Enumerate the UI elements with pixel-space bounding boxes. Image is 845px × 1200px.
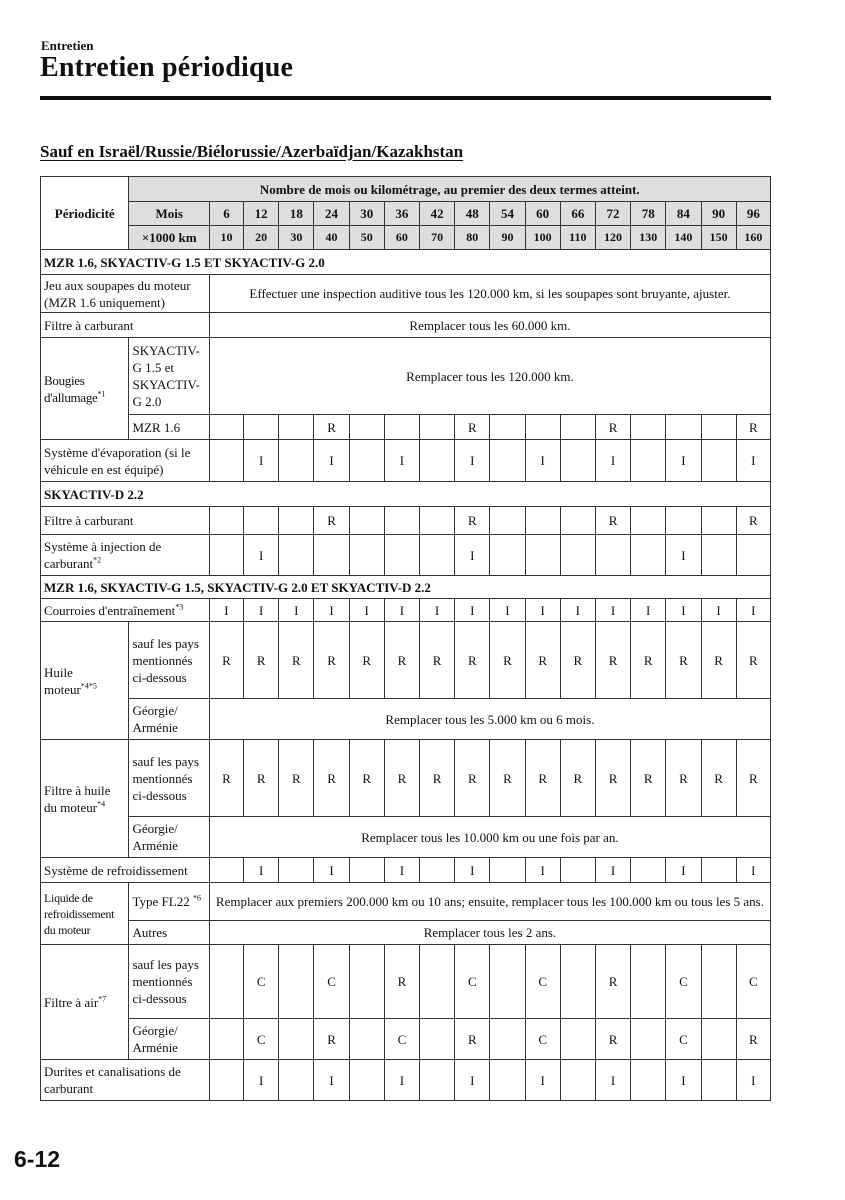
schedule-mark-cell (666, 507, 701, 535)
schedule-mark-cell (631, 535, 666, 576)
schedule-mark-cell (314, 535, 349, 576)
schedule-mark-cell (490, 415, 525, 440)
coolant-fl22-label: Type FL22 $^{*6}$ (129, 883, 209, 921)
schedule-mark-cell: I (455, 440, 490, 482)
schedule-mark-cell: I (595, 599, 630, 622)
schedule-mark-cell: I (525, 440, 560, 482)
schedule-mark-cell (279, 1060, 314, 1101)
schedule-mark-cell (349, 507, 384, 535)
schedule-mark-cell: R (314, 507, 349, 535)
schedule-mark-cell (384, 415, 419, 440)
schedule-mark-cell: I (244, 1060, 279, 1101)
km-header-cell: 110 (560, 226, 595, 250)
schedule-mark-cell (560, 858, 595, 883)
schedule-mark-cell (209, 535, 243, 576)
schedule-mark-cell (736, 535, 770, 576)
schedule-mark-cell: R (455, 415, 490, 440)
schedule-mark-cell (490, 858, 525, 883)
km-header-cell: 20 (244, 226, 279, 250)
schedule-mark-cell: R (455, 507, 490, 535)
schedule-mark-cell (279, 440, 314, 482)
schedule-mark-cell: R (420, 740, 455, 817)
schedule-mark-cell: I (560, 599, 595, 622)
schedule-mark-cell: I (244, 599, 279, 622)
schedule-mark-cell: C (384, 1019, 419, 1060)
schedule-mark-cell: C (525, 1019, 560, 1060)
schedule-mark-cell: R (736, 622, 770, 699)
month-header-cell: 78 (631, 202, 666, 226)
fuel-hoses-label: Durites et canalisations de carburant (41, 1060, 210, 1101)
schedule-mark-cell (384, 535, 419, 576)
month-header-cell: 42 (420, 202, 455, 226)
schedule-mark-cell: R (595, 622, 630, 699)
schedule-mark-cell (420, 535, 455, 576)
engine-oil-main-label: sauf les pays mentionnés ci-dessous (129, 622, 209, 699)
schedule-mark-cell: R (209, 622, 243, 699)
km-header-cell: 30 (279, 226, 314, 250)
title-rule (40, 96, 771, 100)
km-header-cell: 90 (490, 226, 525, 250)
schedule-mark-cell (560, 440, 595, 482)
schedule-mark-cell (701, 858, 736, 883)
km-header-cell: 140 (666, 226, 701, 250)
engine-oil-label: Huile moteur$^{*4*5}$ (41, 622, 129, 740)
schedule-mark-cell (349, 945, 384, 1019)
schedule-mark-cell: R (631, 622, 666, 699)
km-header-cell: 160 (736, 226, 770, 250)
spark-plugs-mzr-label: MZR 1.6 (129, 415, 209, 440)
schedule-mark-cell: C (244, 945, 279, 1019)
schedule-mark-cell (420, 945, 455, 1019)
schedule-mark-cell: R (244, 740, 279, 817)
km-header-cell: 150 (701, 226, 736, 250)
schedule-mark-cell: R (349, 740, 384, 817)
schedule-mark-cell (631, 945, 666, 1019)
schedule-mark-cell (701, 1060, 736, 1101)
maintenance-schedule-table (40, 176, 771, 1101)
page-number: 6-12 (14, 1146, 61, 1172)
schedule-mark-cell: R (666, 740, 701, 817)
schedule-mark-cell: I (244, 440, 279, 482)
schedule-mark-cell: C (736, 945, 770, 1019)
schedule-mark-cell (244, 415, 279, 440)
schedule-mark-cell: I (384, 1060, 419, 1101)
schedule-mark-cell: R (525, 622, 560, 699)
schedule-mark-cell (560, 507, 595, 535)
schedule-mark-cell: R (455, 622, 490, 699)
schedule-mark-cell: I (701, 599, 736, 622)
schedule-mark-cell: I (314, 1060, 349, 1101)
km-header-cell: 40 (314, 226, 349, 250)
schedule-mark-cell: I (314, 440, 349, 482)
schedule-mark-cell: I (666, 535, 701, 576)
coolant-fl22-text: Remplacer aux premiers 200.000 km ou 10 ans; ensuite, remplacer tous les 100.000 km ou tous les 5 ans. (209, 883, 770, 921)
schedule-mark-cell (631, 415, 666, 440)
schedule-mark-cell (631, 1019, 666, 1060)
schedule-mark-cell: I (525, 858, 560, 883)
schedule-mark-cell (701, 945, 736, 1019)
schedule-mark-cell: C (666, 1019, 701, 1060)
diesel-fuel-filter-label: Filtre à carburant (41, 507, 210, 535)
schedule-mark-cell (209, 1060, 243, 1101)
group-title-petrol: MZR 1.6, SKYACTIV-G 1.5 ET SKYACTIV-G 2.0 (41, 250, 771, 275)
schedule-mark-cell (631, 440, 666, 482)
month-header-cell: 72 (595, 202, 630, 226)
schedule-mark-cell (349, 535, 384, 576)
schedule-mark-cell: I (314, 858, 349, 883)
schedule-mark-cell (631, 1060, 666, 1101)
schedule-mark-cell (701, 507, 736, 535)
schedule-mark-cell: R (701, 622, 736, 699)
coolant-label: Liquide de refroidissement du moteur (41, 883, 129, 945)
schedule-mark-cell (420, 415, 455, 440)
schedule-mark-cell: I (209, 599, 243, 622)
schedule-mark-cell (666, 415, 701, 440)
fuel-filter-label: Filtre à carburant (41, 313, 210, 338)
oil-filter-main-label: sauf les pays mentionnés ci-dessous (129, 740, 209, 817)
schedule-mark-cell: R (384, 622, 419, 699)
schedule-mark-cell: I (455, 858, 490, 883)
schedule-mark-cell: R (420, 622, 455, 699)
oil-filter-ga-text: Remplacer tous les 10.000 km ou une fois par an. (209, 817, 770, 858)
schedule-mark-cell (525, 415, 560, 440)
schedule-mark-cell: I (595, 858, 630, 883)
schedule-mark-cell (349, 1060, 384, 1101)
valve-clearance-text: Effectuer une inspection auditive tous les 120.000 km, si les soupapes sont bruyante, ajuster. (209, 275, 770, 313)
schedule-mark-cell: I (420, 599, 455, 622)
schedule-mark-cell (349, 858, 384, 883)
schedule-mark-cell: R (525, 740, 560, 817)
km-label: ×1000 km (129, 226, 209, 250)
schedule-mark-cell: I (314, 599, 349, 622)
month-header-cell: 90 (701, 202, 736, 226)
schedule-mark-cell (349, 1019, 384, 1060)
schedule-mark-cell: I (666, 1060, 701, 1101)
schedule-mark-cell (490, 507, 525, 535)
km-header-cell: 100 (525, 226, 560, 250)
schedule-mark-cell: I (455, 1060, 490, 1101)
schedule-mark-cell: I (525, 599, 560, 622)
schedule-mark-cell (525, 535, 560, 576)
schedule-mark-cell (349, 415, 384, 440)
schedule-mark-cell: R (736, 415, 770, 440)
schedule-mark-cell: R (736, 1019, 770, 1060)
schedule-mark-cell: I (384, 599, 419, 622)
schedule-mark-cell: R (314, 1019, 349, 1060)
schedule-mark-cell: R (314, 622, 349, 699)
km-header-cell: 120 (595, 226, 630, 250)
schedule-mark-cell: I (384, 858, 419, 883)
schedule-mark-cell (490, 1019, 525, 1060)
group-title-all: MZR 1.6, SKYACTIV-G 1.5, SKYACTIV-G 2.0 ET SKYACTIV-D 2.2 (41, 576, 771, 599)
schedule-mark-cell: R (595, 740, 630, 817)
schedule-mark-cell: R (244, 622, 279, 699)
schedule-mark-cell: I (666, 599, 701, 622)
month-header-cell: 36 (384, 202, 419, 226)
schedule-mark-cell: R (279, 622, 314, 699)
schedule-mark-cell (560, 945, 595, 1019)
schedule-mark-cell: R (314, 740, 349, 817)
schedule-mark-cell (490, 440, 525, 482)
schedule-mark-cell: I (595, 1060, 630, 1101)
schedule-mark-cell: C (666, 945, 701, 1019)
schedule-mark-cell (490, 535, 525, 576)
air-filter-main-label: sauf les pays mentionnés ci-dessous (129, 945, 209, 1019)
schedule-mark-cell: R (455, 1019, 490, 1060)
spark-plugs-label: Bougies d'allumage$^{*1}$ (41, 338, 129, 440)
months-label: Mois (129, 202, 209, 226)
page-title: Entretien périodique (40, 52, 294, 83)
schedule-mark-cell (279, 1019, 314, 1060)
section-tag: Entretien (41, 38, 94, 53)
schedule-mark-cell: I (666, 858, 701, 883)
schedule-mark-cell (701, 1019, 736, 1060)
schedule-mark-cell: I (525, 1060, 560, 1101)
month-header-cell: 66 (560, 202, 595, 226)
schedule-mark-cell: I (736, 858, 770, 883)
schedule-mark-cell (560, 1019, 595, 1060)
engine-oil-ga-label: Géorgie/ Arménie (129, 699, 209, 740)
schedule-mark-cell (279, 507, 314, 535)
km-header-cell: 70 (420, 226, 455, 250)
schedule-mark-cell: R (490, 622, 525, 699)
schedule-mark-cell: I (631, 599, 666, 622)
schedule-mark-cell: R (279, 740, 314, 817)
schedule-mark-cell (209, 440, 243, 482)
schedule-mark-cell: R (384, 945, 419, 1019)
schedule-mark-cell (631, 507, 666, 535)
fuel-filter-text: Remplacer tous les 60.000 km. (209, 313, 770, 338)
km-header-cell: 80 (455, 226, 490, 250)
schedule-mark-cell (560, 535, 595, 576)
schedule-mark-cell (420, 1019, 455, 1060)
month-header-cell: 54 (490, 202, 525, 226)
oil-filter-ga-label: Géorgie/ Arménie (129, 817, 209, 858)
schedule-mark-cell: I (490, 599, 525, 622)
schedule-mark-cell (420, 858, 455, 883)
interval-note-header: Nombre de mois ou kilométrage, au premier des deux termes atteint. (129, 177, 771, 202)
schedule-mark-cell (420, 507, 455, 535)
schedule-mark-cell (349, 440, 384, 482)
schedule-mark-cell (420, 440, 455, 482)
coolant-other-text: Remplacer tous les 2 ans. (209, 921, 770, 945)
schedule-mark-cell: R (701, 740, 736, 817)
schedule-mark-cell (384, 507, 419, 535)
drive-belts-label: Courroies d'entraînement$^{*3}$ (41, 599, 210, 622)
schedule-mark-cell: C (314, 945, 349, 1019)
schedule-mark-cell: I (279, 599, 314, 622)
schedule-mark-cell (631, 858, 666, 883)
schedule-mark-cell: R (736, 507, 770, 535)
schedule-mark-cell (420, 1060, 455, 1101)
schedule-mark-cell: R (631, 740, 666, 817)
section-subtitle: Sauf en Israël/Russie/Biélorussie/Azerbaïdjan/Kazakhstan (40, 142, 464, 161)
schedule-mark-cell: R (349, 622, 384, 699)
schedule-mark-cell (244, 507, 279, 535)
schedule-mark-cell: R (595, 1019, 630, 1060)
schedule-mark-cell (279, 415, 314, 440)
schedule-mark-cell: R (384, 740, 419, 817)
air-filter-ga-label: Géorgie/ Arménie (129, 1019, 209, 1060)
group-title-diesel: SKYACTIV-D 2.2 (41, 482, 771, 507)
schedule-mark-cell (595, 535, 630, 576)
schedule-mark-cell (279, 535, 314, 576)
schedule-mark-cell: C (455, 945, 490, 1019)
month-header-cell: 12 (244, 202, 279, 226)
schedule-mark-cell (209, 945, 243, 1019)
valve-clearance-label: Jeu aux soupapes du moteur (MZR 1.6 uniquement) (41, 275, 210, 313)
schedule-mark-cell: I (455, 599, 490, 622)
schedule-mark-cell: C (244, 1019, 279, 1060)
schedule-mark-cell: C (525, 945, 560, 1019)
schedule-mark-cell: R (595, 507, 630, 535)
month-header-cell: 84 (666, 202, 701, 226)
schedule-mark-cell (279, 945, 314, 1019)
schedule-mark-cell (701, 440, 736, 482)
schedule-mark-cell (209, 507, 243, 535)
injection-system-label: Système à injection de carburant$^{*2}$ (41, 535, 210, 576)
air-filter-label: Filtre à air$^{*7}$ (41, 945, 129, 1060)
km-header-cell: 10 (209, 226, 243, 250)
cooling-system-label: Système de refroidissement (41, 858, 210, 883)
schedule-mark-cell: R (490, 740, 525, 817)
schedule-mark-cell: R (595, 945, 630, 1019)
schedule-mark-cell (525, 507, 560, 535)
schedule-mark-cell: I (349, 599, 384, 622)
schedule-mark-cell (701, 415, 736, 440)
month-header-cell: 60 (525, 202, 560, 226)
spark-plugs-skyactiv-label: SKYACTIV-G 1.5 et SKYACTIV-G 2.0 (129, 338, 209, 415)
oil-filter-label: Filtre à huile du moteur$^{*4}$ (41, 740, 129, 858)
schedule-mark-cell: I (736, 440, 770, 482)
schedule-mark-cell: I (244, 535, 279, 576)
schedule-mark-cell (490, 945, 525, 1019)
schedule-mark-cell (209, 858, 243, 883)
schedule-mark-cell: R (314, 415, 349, 440)
schedule-mark-cell (560, 415, 595, 440)
schedule-mark-cell: I (595, 440, 630, 482)
schedule-mark-cell (209, 1019, 243, 1060)
schedule-mark-cell (209, 415, 243, 440)
schedule-mark-cell (490, 1060, 525, 1101)
month-header-cell: 18 (279, 202, 314, 226)
periodicite-header: Périodicité (41, 177, 129, 250)
schedule-mark-cell: I (736, 1060, 770, 1101)
spark-plugs-skyactiv-text: Remplacer tous les 120.000 km. (209, 338, 770, 415)
month-header-cell: 24 (314, 202, 349, 226)
schedule-mark-cell: I (666, 440, 701, 482)
schedule-mark-cell: I (244, 858, 279, 883)
schedule-mark-cell (701, 535, 736, 576)
month-header-cell: 6 (209, 202, 243, 226)
engine-oil-ga-text: Remplacer tous les 5.000 km ou 6 mois. (209, 699, 770, 740)
km-header-cell: 50 (349, 226, 384, 250)
schedule-mark-cell: R (455, 740, 490, 817)
evap-system-label: Système d'évaporation (si le véhicule en est équipé) (41, 440, 210, 482)
schedule-mark-cell: I (736, 599, 770, 622)
schedule-mark-cell (560, 1060, 595, 1101)
km-header-cell: 60 (384, 226, 419, 250)
month-header-cell: 96 (736, 202, 770, 226)
km-header-cell: 130 (631, 226, 666, 250)
coolant-other-label: Autres (129, 921, 209, 945)
schedule-mark-cell: R (560, 740, 595, 817)
schedule-mark-cell: I (384, 440, 419, 482)
schedule-mark-cell: R (736, 740, 770, 817)
schedule-mark-cell: R (666, 622, 701, 699)
month-header-cell: 48 (455, 202, 490, 226)
schedule-mark-cell: R (209, 740, 243, 817)
schedule-mark-cell: R (560, 622, 595, 699)
schedule-mark-cell: R (595, 415, 630, 440)
month-header-cell: 30 (349, 202, 384, 226)
schedule-mark-cell: I (455, 535, 490, 576)
schedule-mark-cell (279, 858, 314, 883)
